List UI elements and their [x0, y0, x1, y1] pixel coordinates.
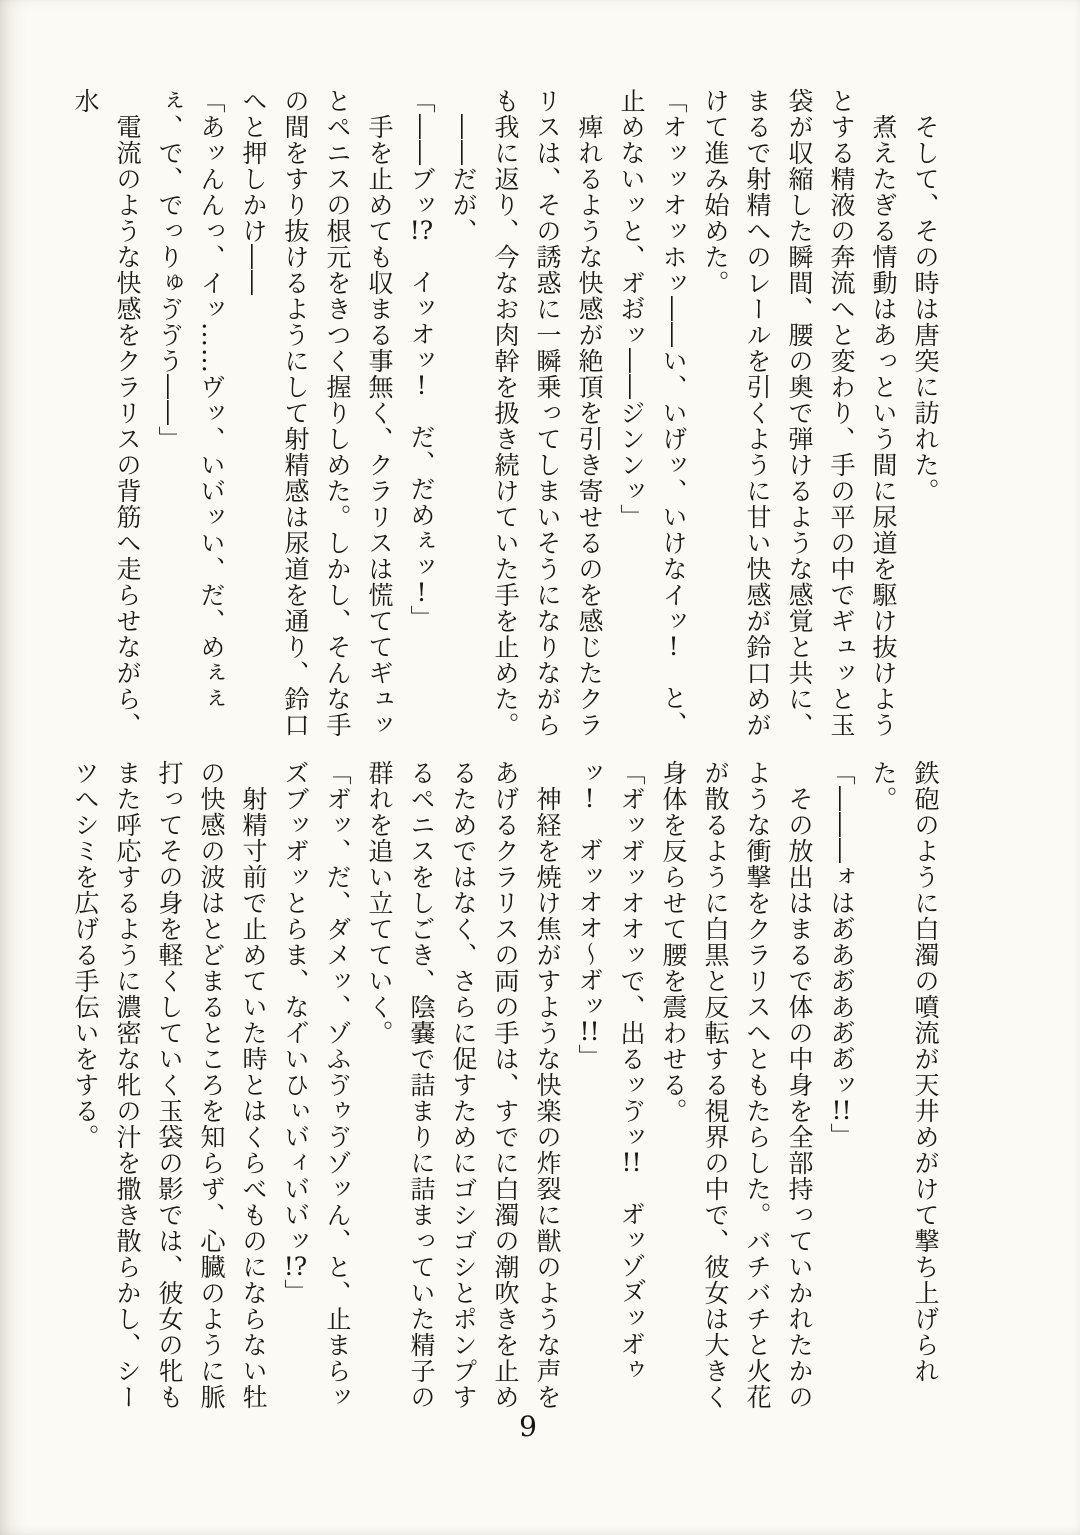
paragraph: 神経を焼け焦がすような快楽の炸裂に獣のような声をあげるクラリスの両の手は、すでに白濁の潮吹きを止めるためではなく、さらに促すためにゴシゴシとポンプするペニスをしごき、陰嚢で詰まりに詰まっていた精子の群れを追い立てていく。 [365, 760, 562, 1410]
paragraph: そして、その時は唐突に訪れた。 [911, 88, 940, 504]
paragraph: ――だが、 [449, 88, 478, 244]
upright-punctuation: !! [831, 1098, 852, 1123]
paragraph: 射精寸前で止めていた時とはくらべものにならない牡の快感の波はとどまるところを知らず、心臓のように脈打ってその身を軽くしていく玉袋の影では、彼女の牝もまた呼応するように濃密な牝の汁を撒き散らかし、シーツへシミを広げる手伝いをする。 [71, 760, 268, 1410]
upright-punctuation: ! [668, 634, 679, 659]
paragraph: 電流のような快感をクラリスの背筋へ走らせながら、水 [71, 88, 142, 738]
upright-punctuation: ! [416, 373, 427, 398]
paragraph: 煮えたぎる情動はあっという間に尿道を駆け抜けようとする精液の奔流へと変わり、手の平の中でギュッと玉袋が収縮した瞬間、腰の奥で弾けるような感覚と共に、まるで射精へのレールを引くように甘い快感が鈴口めがけて進み始めた。 [701, 88, 898, 738]
upright-punctuation: ! [416, 580, 427, 605]
upright-punctuation: ! [584, 786, 595, 811]
paragraph: 「――ブッ!? イッオッ! だ、だめぇッ!」 [407, 88, 436, 631]
paragraph: 「オッッオッホッ――い、いげッ、いけなイッ! と、止めないッと、オ゙お゙ッ――ジンンッ」 [617, 88, 688, 737]
paragraph: 「―――ォはあ゙ああ゙ああ゙あ゙ッ!!」 [827, 760, 856, 1149]
paragraph: 「オ゙ッオ゙ッオオッで、出るッゔッ!! オ゙ッゾヌ゙ッオ゙ゥッ! オ゙ッオオ〜オ゙ッ!!」 [575, 760, 646, 1383]
top-text-block [71, 88, 946, 740]
upright-punctuation: !? [283, 1254, 308, 1279]
paragraph: 「オ゙ッ、だ、ダメッ、ゾふゔゥゔゾッん、と、止まらッズブッオ゙ッとらま、なイ゙いひぃい゙ィい゙い゙ッ!?」 [281, 760, 352, 1410]
upright-punctuation: !! [621, 1150, 642, 1175]
paragraph: 痺れるような快感が絶頂を引き寄せるのを感じたクラリスは、その誘惑に一瞬乗ってしまいそうになりながらも我に返り、今なお肉幹を扱き続けていた手を止めた。 [491, 88, 604, 738]
bottom-text-block [71, 760, 946, 1412]
upright-punctuation: !? [409, 218, 434, 243]
paragraph: 鉄砲のように白濁の噴流が天井めがけて撃ち上げられた。 [869, 760, 940, 1384]
paragraph: 「あッんんっ、イッ……ヴッ、いい゙ッい、だ、めぇぇぇ、で、でっりゅゔゔう――」 [155, 88, 226, 712]
page-number: 9 [519, 1410, 537, 1443]
upright-punctuation: !! [579, 1019, 600, 1044]
paragraph: その放出はまるで体の中身を全部持っていかれたかのような衝撃をクラリスへともたらした。バチバチと火花が散るように白黒と反転する視界の中で、彼女は大きく身体を反らせて腰を震わせる。 [659, 760, 814, 1410]
paragraph: 手を止めても収まる事無く、クラリスは慌ててギュッとペニスの根元をきつく握りしめた。しかし、そんな手の間をすり抜けるようにして射精感は尿道を通り、鈴口へと押しかけ―― [239, 88, 394, 738]
